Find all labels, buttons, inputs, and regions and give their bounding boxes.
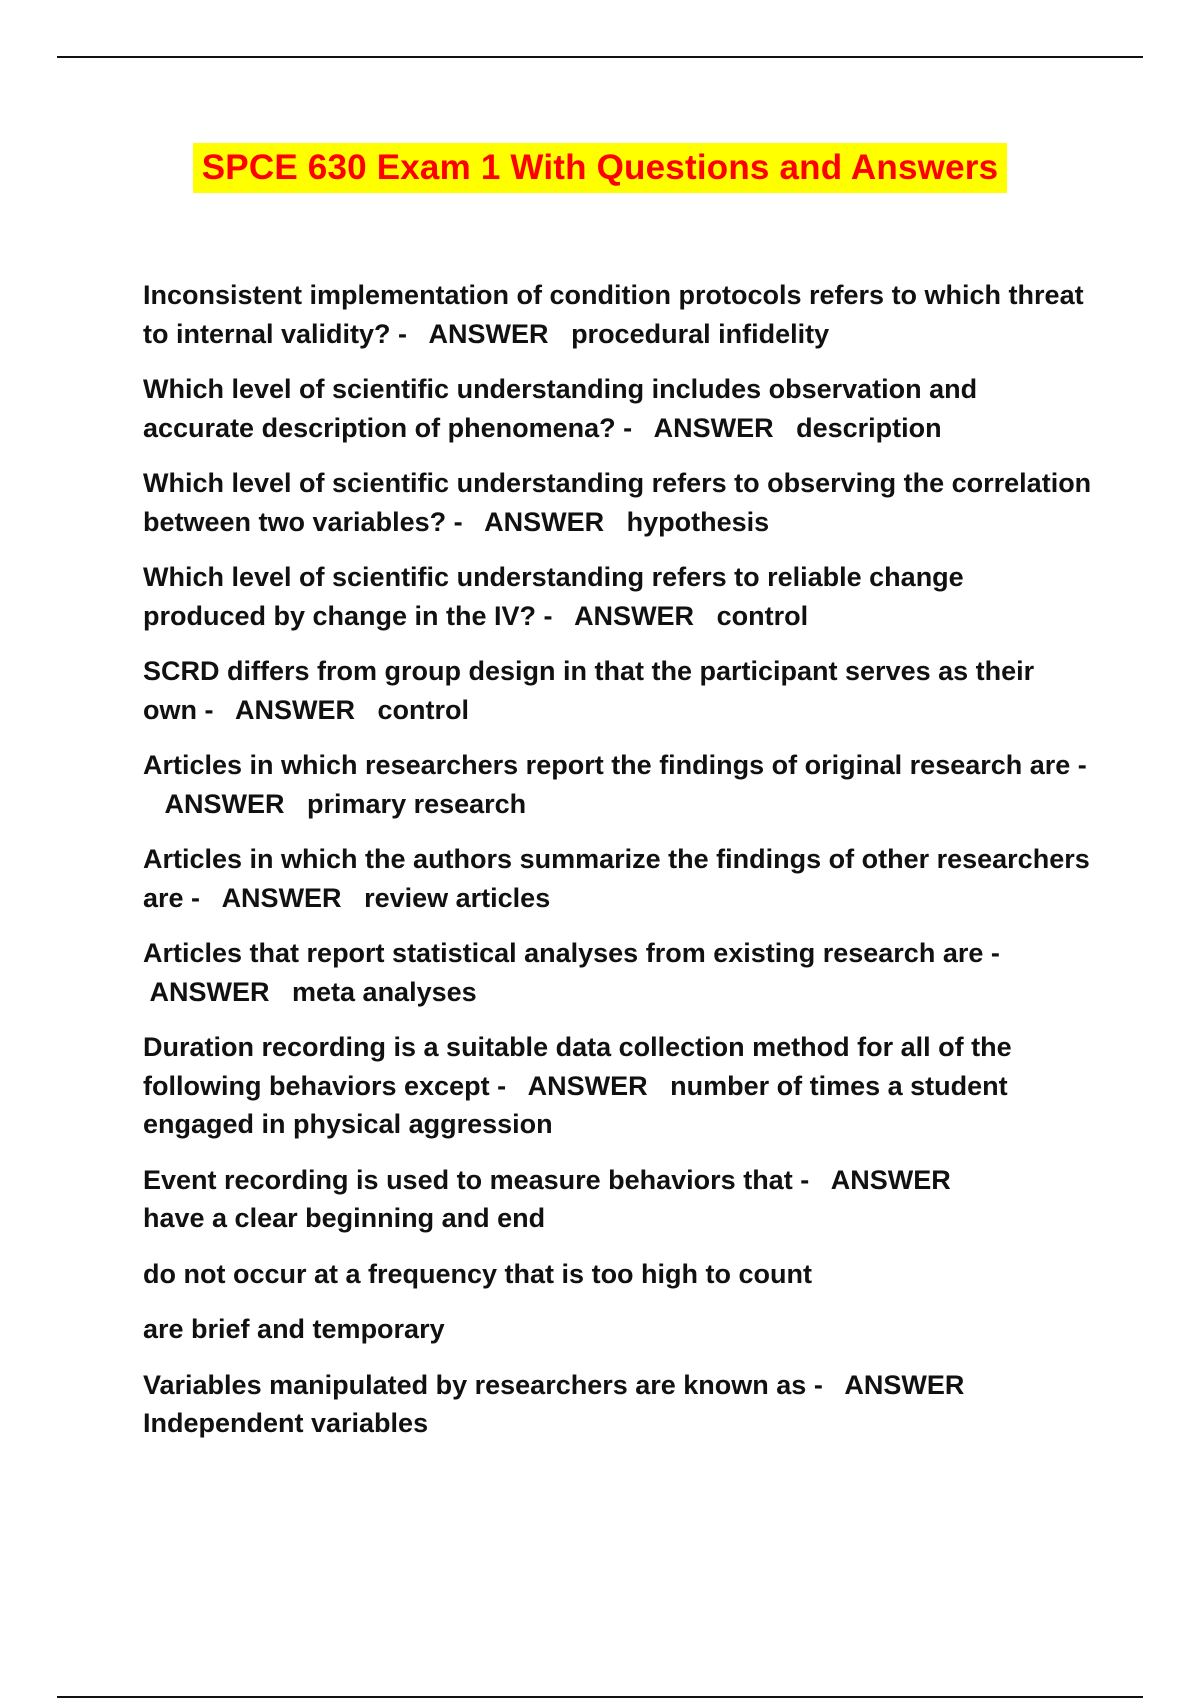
answer-text: number of times a student engaged in physical aggression [143,1070,1008,1139]
question-text: Inconsistent implementation of condition protocols refers to which threat to internal validity? - [143,280,1084,349]
answer-label: ANSWER [149,976,270,1007]
question-text: Articles in which researchers report the findings of original research are - [143,750,1087,780]
qa-item [143,1161,1093,1238]
answer-text: hypothesis [626,506,770,537]
answer-label: ANSWER [221,882,342,913]
answer-label: ANSWER [830,1164,951,1195]
qa-item [143,1366,1093,1443]
qa-item [143,840,1093,917]
answer-continuation [143,1310,1093,1349]
document-title: SPCE 630 Exam 1 With Questions and Answers [193,143,1007,193]
top-rule [57,56,1143,58]
answer-label: ANSWER [653,412,774,443]
answer-text: do not occur at a frequency that is too high to count [143,1258,813,1289]
question-text: Which level of scientific understanding refers to reliable change produced by change in the IV? - [143,562,964,631]
answer-label: ANSWER [484,506,605,537]
qa-item [143,464,1093,541]
question-text: Articles that report statistical analyses from existing research are - [143,938,1000,968]
answer-label: ANSWER [844,1369,965,1400]
question-text: Duration recording is a suitable data collection method for all of the following behaviors except - [143,1032,1012,1101]
qa-item [143,1028,1093,1144]
qa-item [143,558,1093,635]
qa-item [143,370,1093,447]
answer-label: ANSWER [428,318,549,349]
question-text: SCRD differs from group design in that the participant serves as their own - [143,656,1035,725]
question-text: Variables manipulated by researchers are known as - [143,1369,823,1400]
answer-text: review articles [364,882,551,913]
bottom-rule [57,1696,1143,1698]
qa-item [143,276,1093,353]
answer-label: ANSWER [574,600,695,631]
question-text: Which level of scientific understanding includes observation and accurate description of phenomena? - [143,374,978,443]
qa-item [143,746,1093,823]
answer-text: description [796,412,942,443]
qa-item [143,652,1093,729]
answer-continuation [143,1255,1093,1294]
answer-text: are brief and temporary [143,1314,445,1344]
question-text: Which level of scientific understanding refers to observing the correlation between two variables? - [143,468,1092,537]
answer-text: procedural infidelity [571,318,830,349]
answer-text: primary research [307,788,527,819]
answer-label: ANSWER [527,1070,648,1101]
answer-text: Independent variables [143,1408,429,1438]
title-container [0,143,1200,193]
answer-text: control [377,694,470,725]
answer-label: ANSWER [235,694,355,725]
answer-label: ANSWER [164,788,285,819]
answer-text: have a clear beginning and end [143,1203,546,1233]
qa-item [143,934,1093,1011]
qa-list [143,276,1093,1460]
question-text: Event recording is used to measure behaviors that - [143,1164,810,1195]
question-text: Articles in which the authors summarize the findings of other researchers are - [143,844,1090,913]
answer-text: meta analyses [292,976,477,1007]
answer-text: control [716,600,809,631]
